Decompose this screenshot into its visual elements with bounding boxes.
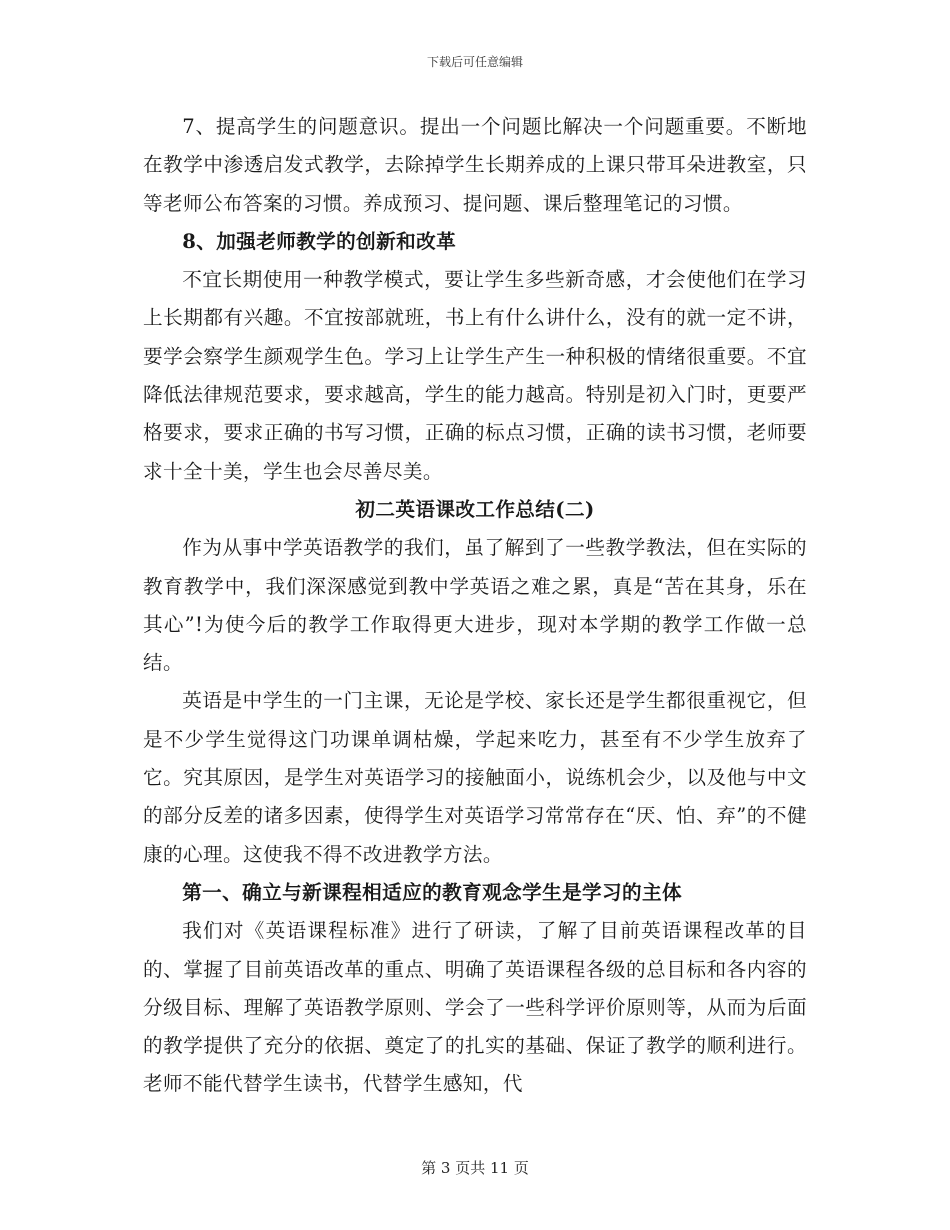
paragraph-innovation: 不宜长期使用一种教学模式，要让学生多些新奇感，才会使他们在学习上长期都有兴趣。不宜按部就班，书上有什么讲什么，没有的就一定不讲，要学会察学生颜观学生色。学习上让学生产生一种积极的情绪很重要。不宜降低法律规范要求，要求越高，学生的能力越高。特别是初入门时，更要严格要求，要求正确的书写习惯，正确的标点习惯，正确的读书习惯，老师要求十全十美，学生也会尽善尽美。 xyxy=(143,268,807,483)
paragraph-intro: 作为从事中学英语教学的我们，虽了解到了一些教学教法，但在实际的教育教学中，我们深深感觉到教中学英语之难之累，真是“苦在其身，乐在其心”!为使今后的教学工作取得更大进步，现对本学期的教学工作做一总结。 xyxy=(143,536,807,675)
document-title: 初二英语课改工作总结(二) xyxy=(355,497,595,521)
section-heading-first: 第一、确立与新课程相适应的教育观念学生是学习的主体 xyxy=(182,880,683,904)
paragraph-item-7: 7、提高学生的问题意识。提出一个问题比解决一个问题重要。不断地在教学中渗透启发式教学，去除掉学生长期养成的上课只带耳朵进教室，只等老师公布答案的习惯。养成预习、提问题、课后整理笔记的习惯。 xyxy=(143,115,807,215)
page-footer: 第 3 页共 11 页 xyxy=(421,1159,529,1177)
document-body xyxy=(143,108,807,1104)
paragraph-english-subject: 英语是中学生的一门主课，无论是学校、家长还是学生都很重视它，但是不少学生觉得这门功课单调枯燥，学起来吃力，甚至有不少学生放弃了它。究其原因，是学生对英语学习的接触面小，说练机会少，以及他与中文的部分反差的诸多因素，使得学生对英语学习常常存在“厌、怕、弃”的不健康的心理。这使我不得不改进教学方法。 xyxy=(143,689,807,866)
section-heading-8: 8、加强老师教学的创新和改革 xyxy=(182,229,457,253)
paragraph-curriculum: 我们对《英语课程标准》进行了研读，了解了目前英语课程改革的目的、掌握了目前英语改革的重点、明确了英语课程各级的总目标和各内容的分级目标、理解了英语教学原则、学会了一些科学评价原则等，从而为后面的教学提供了充分的依据、奠定了的扎实的基础、保证了教学的顺利进行。老师不能代替学生读书，代替学生感知，代 xyxy=(143,919,807,1096)
page-header: 下载后可任意编辑 xyxy=(426,55,523,69)
